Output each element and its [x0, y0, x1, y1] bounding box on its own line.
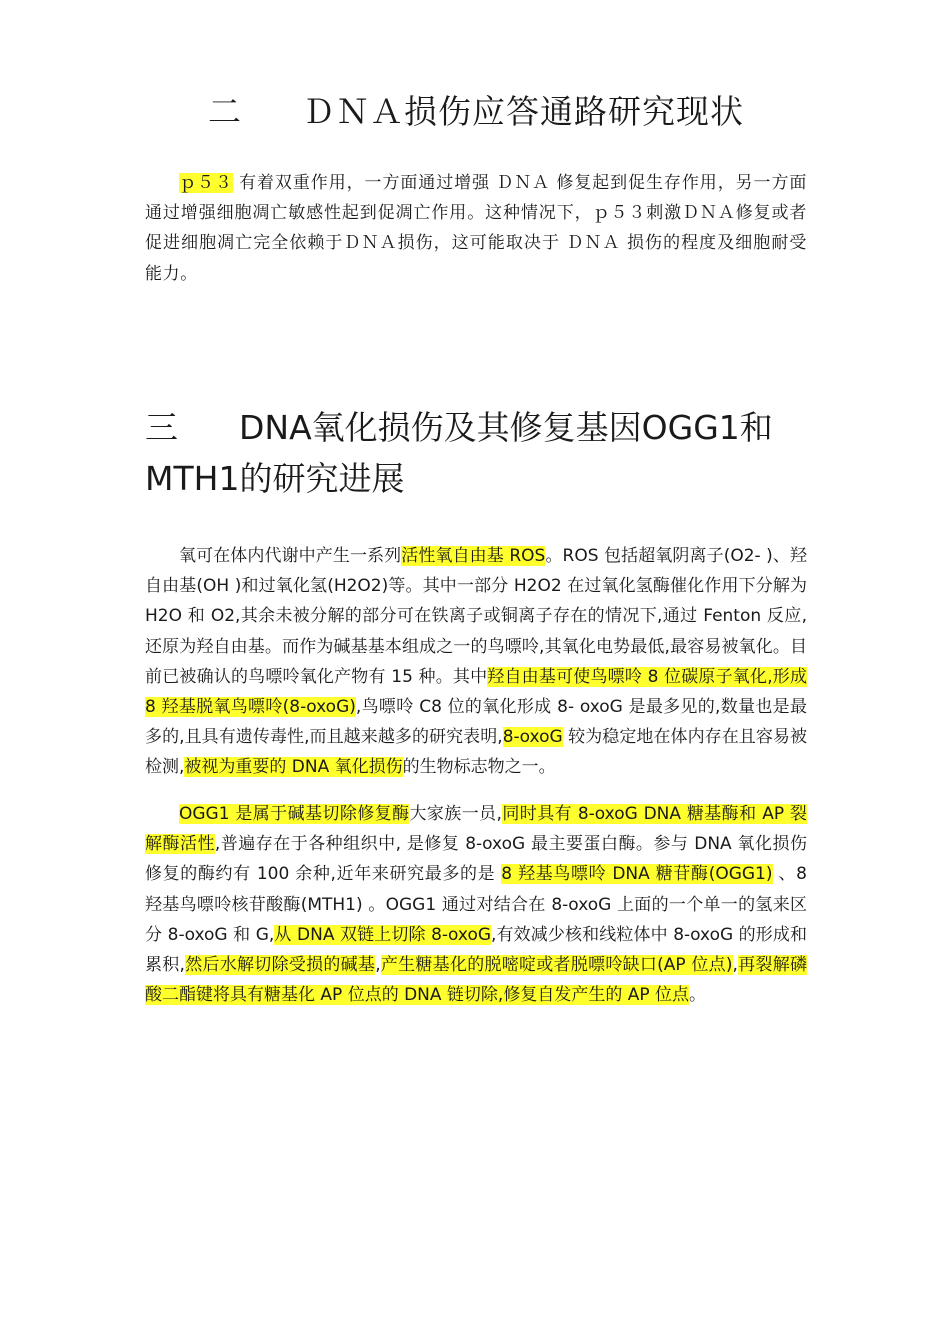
text-run: 大家族一员, [409, 804, 502, 824]
text-run: ,有效减少核和线粒体中 8-oxoG 的形成和累积, [145, 924, 807, 976]
text-run: ,普遍存在于各种组织中, 是修复 8-oxoG 最主要蛋白酶。参与 DNA 氧化损伤修复的酶约有 100 余种,近年来研究最多的是 [145, 834, 808, 885]
highlighted-text: 从 DNA 双链上切除 8-oxoG [274, 924, 492, 945]
highlighted-text: 再裂解磷酸二酯键将具有糖基化 AP 位点的 DNA 链切除,修复自发产生的 AP 位点 [145, 955, 808, 1006]
highlighted-text: OGG1 是属于碱基切除修复酶 [179, 804, 410, 824]
section-3-title: DNA氧化损伤及其修复基因OGG1和MTH1的研究进展 [145, 408, 773, 498]
highlighted-text: 然后水解切除受损的碱基 [184, 955, 376, 976]
section-2-paragraph-1 [145, 168, 807, 289]
text-run: 、8 羟基鸟嘌呤核苷酸酶(MTH1) 。OGG1 通过对结合在 8-oxoG 上面的一个单一的氢来区分 8-oxoG 和 G, [145, 864, 807, 945]
section-2-number: 二 [208, 92, 242, 131]
section-2-title: ＤＮＡ损伤应答通路研究现状 [302, 92, 744, 131]
text-run: ,鸟嘌呤 C8 位的氧化形成 8- oxoG 是最多见的,数量也是最多的,且具有遗传毒性,而且越来越多的研究表明, [145, 697, 807, 748]
text-run: 。 [689, 985, 707, 1006]
section-3-paragraph-1 [145, 541, 807, 783]
section-3-number: 三 [145, 408, 178, 447]
highlighted-text: 8-oxoG [502, 727, 563, 748]
text-run: 。ROS 包括超氧阴离子(O2- )、羟自由基(OH )和过氧化氢(H2O2)等。其中一部分 H2O2 在过氧化氢酶催化作用下分解为 H2O 和 O2,其余未被分解的部分可在铁离子或铜离子存在的情况下,通过 Fenton 反应,还原为羟自由基。而作为碱基基本组成之一的鸟嘌呤,其氧化电势最低,最容易被氧化。目前已被确认的鸟嘌呤氧化产物有 15 种。其中 [145, 546, 808, 687]
text-run: 较为稳定地在体内存在且容易被检测, [145, 727, 808, 778]
section-3-paragraph-2 [145, 799, 807, 1010]
highlighted-text: 产生糖基化的脱嘧啶或者脱嘌呤缺口(AP 位点) [380, 955, 733, 976]
section-3-heading [145, 402, 825, 504]
highlighted-text: 8 羟基鸟嘌呤 DNA 糖苷酶(OGG1) [501, 864, 773, 885]
text-run: , [732, 955, 738, 976]
highlighted-text: 羟自由基可使鸟嘌呤 8 位碳原子氧化,形成 8 羟基脱氧鸟嘌呤(8-oxoG) [145, 666, 807, 718]
text-run: , [375, 955, 381, 976]
text-run: 有着双重作用，一方面通过增强 ＤＮＡ 修复起到促生存作用，另一方面通过增强细胞凋亡敏感性起到促凋亡作用。这种情况下，ｐ５３刺激ＤＮＡ修复或者促进细胞凋亡完全依赖于ＤＮＡ损伤，这可能取决于 ＤＮＡ 损伤的程度及细胞耐受能力。 [145, 173, 807, 284]
text-run: 的生物标志物之一。 [402, 757, 556, 778]
highlighted-text: 被视为重要的 DNA 氧化损伤 [184, 757, 403, 778]
highlighted-text: 活性氧自由基 ROS [401, 546, 546, 566]
highlighted-text: ｐ５３ [179, 173, 233, 193]
text-run: 氧可在体内代谢中产生一系列 [179, 546, 402, 566]
section-2-heading [208, 86, 744, 133]
highlighted-text: 同时具有 8-oxoG DNA 糖基酶和 AP 裂解酶活性 [145, 804, 807, 855]
